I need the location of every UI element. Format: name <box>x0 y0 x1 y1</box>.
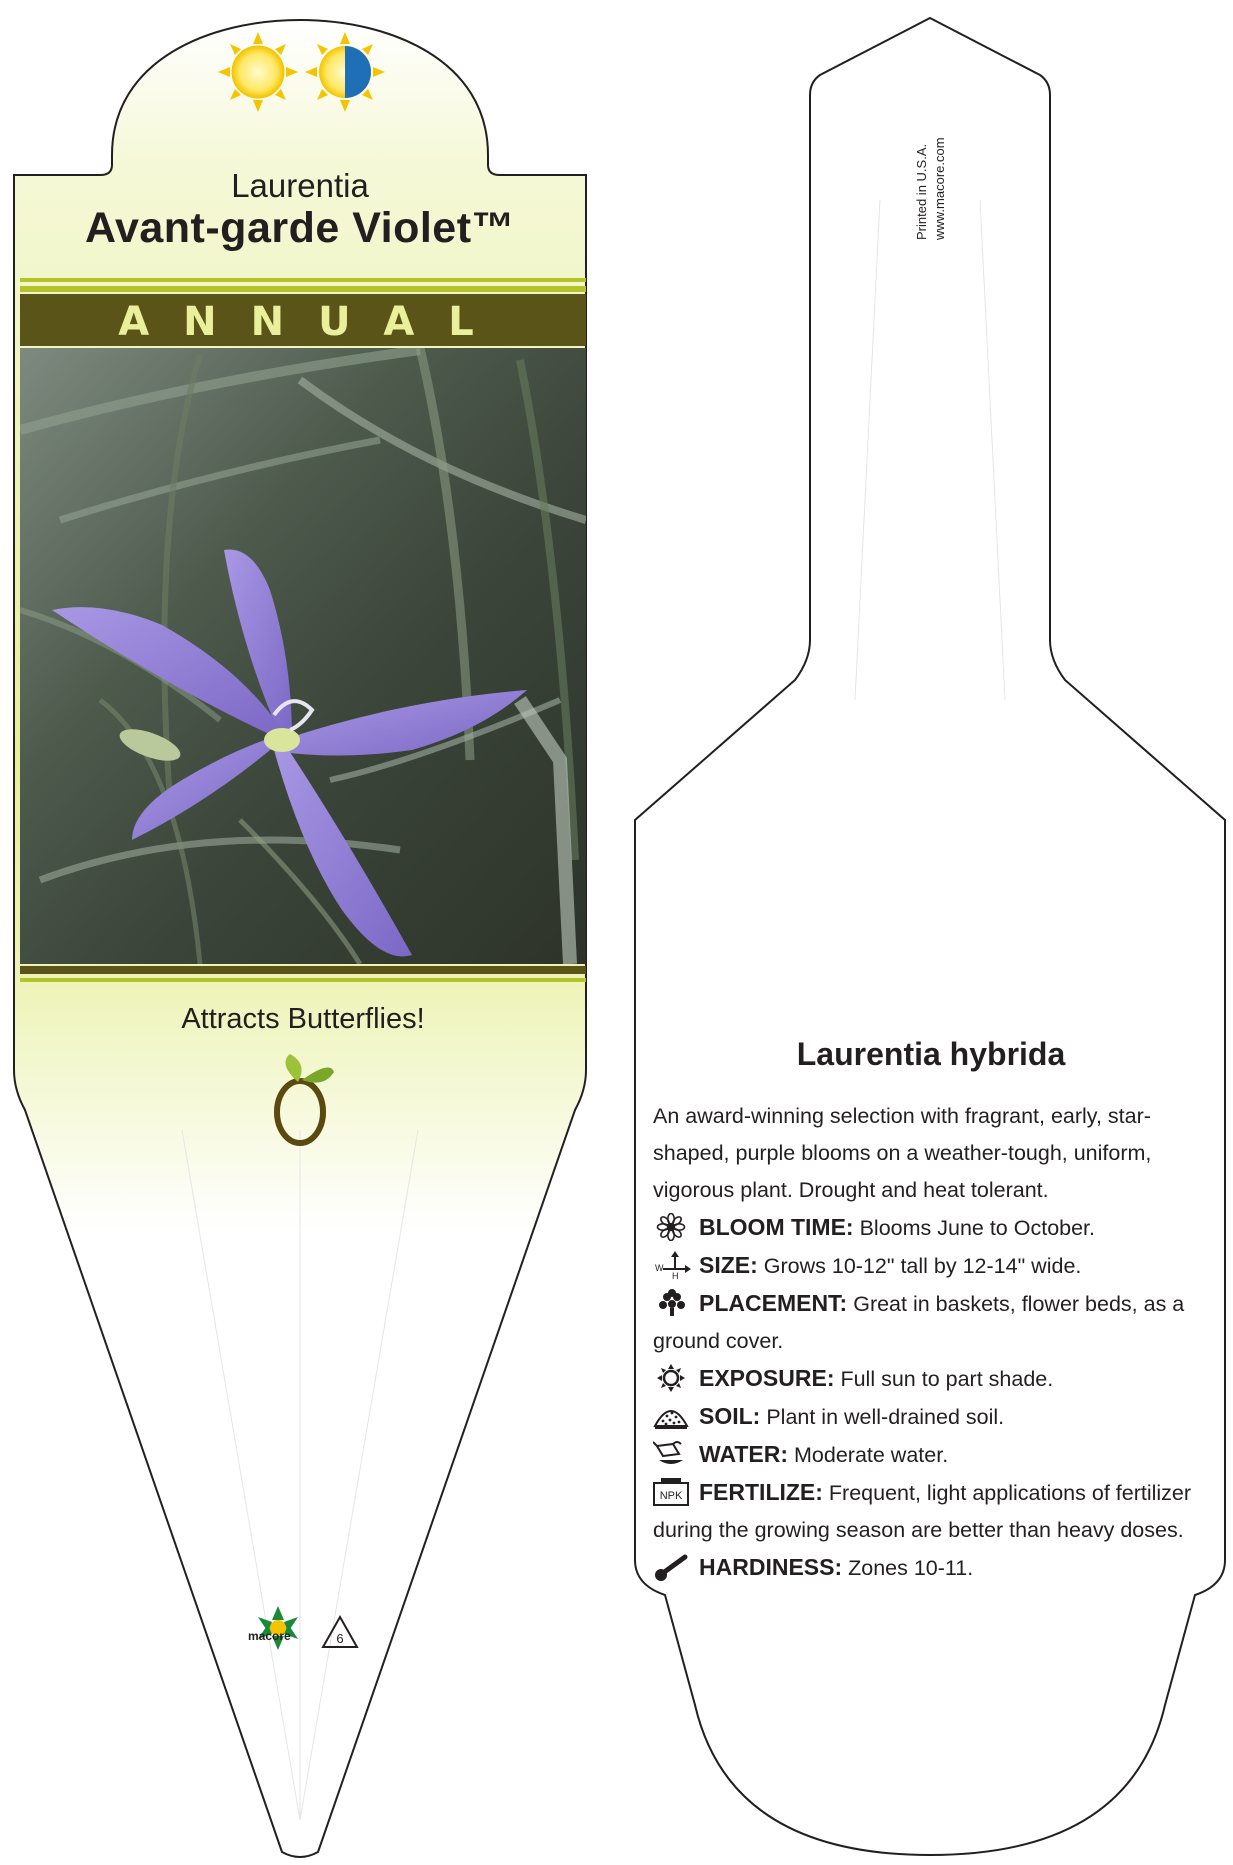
bloom-time-label: BLOOM TIME: <box>699 1214 854 1240</box>
feature-bloom-time <box>653 1209 1213 1247</box>
water-value: Moderate water. <box>794 1443 949 1467</box>
feature-fertilize <box>653 1474 1213 1549</box>
exposure-value: Full sun to part shade. <box>840 1367 1054 1391</box>
variety-name: Avant-garde Violet™ <box>84 204 516 252</box>
feature-water <box>653 1436 1213 1474</box>
full-sun-icon <box>218 32 298 112</box>
website: www.macore.com <box>932 137 947 240</box>
care-info <box>653 1098 1213 1587</box>
bloom-time-value: Blooms June to October. <box>859 1216 1096 1240</box>
genus-name: Laurentia <box>231 167 369 204</box>
water-label: WATER: <box>699 1441 789 1467</box>
soil-icon <box>653 1402 693 1430</box>
category-label: ANNUAL <box>118 299 508 345</box>
placement-label: PLACEMENT: <box>699 1290 848 1316</box>
tagline: Attracts Butterflies! <box>181 1003 425 1035</box>
feature-hardiness <box>653 1549 1213 1587</box>
flower-photo <box>20 348 586 964</box>
flower-icon <box>653 1213 693 1241</box>
watering-can-icon <box>653 1440 693 1468</box>
soil-label: SOIL: <box>699 1403 761 1429</box>
part-shade-icon <box>305 32 385 112</box>
feature-placement <box>653 1285 1213 1360</box>
hardiness-label: HARDINESS: <box>699 1554 843 1580</box>
size-value: Grows 10-12" tall by 12-14" wide. <box>763 1254 1082 1278</box>
printed-country: Printed in U.S.A. <box>914 143 929 240</box>
exposure-label: EXPOSURE: <box>699 1365 835 1391</box>
fertilize-label: FERTILIZE: <box>699 1479 823 1505</box>
npk-text: NPK <box>659 1490 683 1502</box>
feature-soil <box>653 1398 1213 1436</box>
size-label: SIZE: <box>699 1252 758 1278</box>
placement-icon <box>653 1289 693 1317</box>
feature-exposure <box>653 1360 1213 1398</box>
size-icon <box>653 1251 693 1279</box>
botanical-name: Laurentia hybrida <box>796 1036 1066 1072</box>
hardiness-value: Zones 10-11. <box>848 1556 974 1580</box>
sun-icon <box>653 1364 693 1392</box>
soil-value: Plant in well-drained soil. <box>766 1405 1005 1429</box>
placement-value: Great in baskets, flower beds, as a ground cover. <box>653 1292 1185 1353</box>
description: An award-winning selection with fragrant, early, star-shaped, purple blooms on a weather-tough, uniform, vigorous plant. Drought and heat tolerant. <box>653 1104 1152 1202</box>
size-icon-w: W <box>655 1263 664 1273</box>
macore-wordmark: macore <box>248 1629 291 1643</box>
printed-info <box>913 137 949 240</box>
feature-size <box>653 1247 1213 1285</box>
npk-icon <box>653 1478 693 1506</box>
recycle-code: 6 <box>336 1631 344 1646</box>
size-icon-h: H <box>672 1271 679 1279</box>
thermometer-icon <box>653 1553 693 1581</box>
fertilize-value: Frequent, light applications of fertilizer during the growing season are better than heavy doses. <box>653 1481 1192 1542</box>
